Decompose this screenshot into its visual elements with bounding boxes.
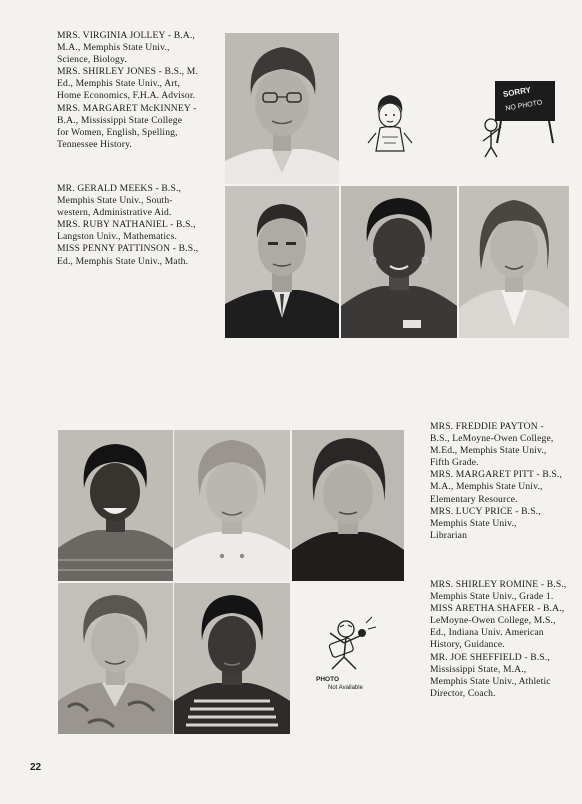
- caption-line: Langston Univ., Mathematics.: [57, 231, 178, 243]
- caption-line: MRS. SHIRLEY ROMINE - B.S.,: [430, 579, 567, 590]
- caption-line: MRS. MARGARET PITT - B.S.,: [430, 469, 563, 481]
- portrait-photo-payton: [58, 430, 173, 581]
- caption-group-top-2: [57, 183, 198, 268]
- portrait-photo-romine: [58, 583, 173, 734]
- caption-line: Ed., Indiana Univ. American: [430, 627, 544, 639]
- caption-line: Memphis State Univ., Grade 1.: [430, 591, 554, 603]
- caption-line: MRS. VIRGINIA JOLLEY - B.A.,: [57, 30, 195, 41]
- caption-line: MRS. SHIRLEY JONES - B.S., M.: [57, 66, 198, 78]
- caption-line: B.S., LeMoyne-Owen College,: [430, 433, 554, 445]
- caption-line: MRS. RUBY NATHANIEL - B.S.,: [57, 219, 196, 231]
- caption-line: Memphis State Univ.,: [430, 517, 517, 529]
- portrait-photo-jolley: [225, 33, 339, 184]
- caption-line: MRS. MARGARET McKINNEY -: [57, 102, 197, 114]
- caption-group-top-1: [57, 30, 198, 151]
- caption-line: LeMoyne-Owen College, M.S.,: [430, 615, 556, 627]
- portrait-photo-pattinson: [459, 186, 569, 338]
- cartoon-photo-not-available: [292, 583, 404, 734]
- photo-na-line1: PHOTO: [316, 676, 339, 683]
- portrait-photo-meeks: [225, 186, 339, 338]
- portrait-photo-nathaniel: [341, 186, 457, 338]
- portrait-photo-shafer: [174, 583, 290, 734]
- caption-line: western, Administrative Aid.: [57, 207, 172, 219]
- cartoon-jones: [340, 33, 454, 184]
- caption-line: Home Economics, F.H.A. Advisor.: [57, 90, 196, 102]
- portrait-photo-pitt: [174, 430, 290, 581]
- caption-line: Ed., Memphis State Univ., Art,: [57, 78, 180, 90]
- caption-line: M.A., Memphis State Univ.,: [430, 481, 543, 493]
- caption-line: for Women, English, Spelling,: [57, 126, 178, 138]
- caption-line: Elementary Resource.: [430, 493, 518, 505]
- portrait-photo-price: [292, 430, 404, 581]
- photo-na-line2: Not Available: [328, 685, 363, 691]
- caption-group-bottom-2: [430, 579, 566, 700]
- caption-line: MR. GERALD MEEKS - B.S.,: [57, 183, 182, 194]
- caption-line: B.A., Mississippi State College: [57, 114, 183, 126]
- caption-line: Director, Coach.: [430, 687, 496, 699]
- caption-line: MISS ARETHA SHAFER - B.A.,: [430, 603, 565, 615]
- sorry-sign-line1: SORRY: [502, 85, 532, 100]
- caption-line: MISS PENNY PATTINSON - B.S.,: [57, 243, 199, 255]
- sorry-sign-line2: NO PHOTO: [504, 99, 543, 113]
- caption-line: Mississippi State, M.A.,: [430, 663, 527, 675]
- caption-line: History, Guidance.: [430, 639, 505, 651]
- caption-line: MRS. FREDDIE PAYTON -: [430, 421, 544, 432]
- caption-line: Memphis State Univ., Athletic: [430, 675, 551, 687]
- caption-line: M.A., Memphis State Univ.,: [57, 42, 170, 54]
- caption-line: Memphis State Univ., South-: [57, 195, 173, 207]
- caption-line: M.Ed., Memphis State Univ.,: [430, 445, 547, 457]
- caption-line: Librarian: [430, 529, 468, 541]
- page-number: 22: [30, 762, 42, 773]
- cartoon-sorry-no-photo: [455, 33, 569, 184]
- caption-line: Ed., Memphis State Univ., Math.: [57, 255, 189, 267]
- caption-group-bottom-1: [430, 421, 562, 542]
- caption-line: Fifth Grade.: [430, 457, 479, 469]
- caption-line: Science, Biology.: [57, 54, 127, 66]
- caption-line: MRS. LUCY PRICE - B.S.,: [430, 505, 541, 517]
- caption-line: MR. JOE SHEFFIELD - B.S.,: [430, 651, 550, 663]
- caption-line: Tennessee History.: [57, 138, 132, 150]
